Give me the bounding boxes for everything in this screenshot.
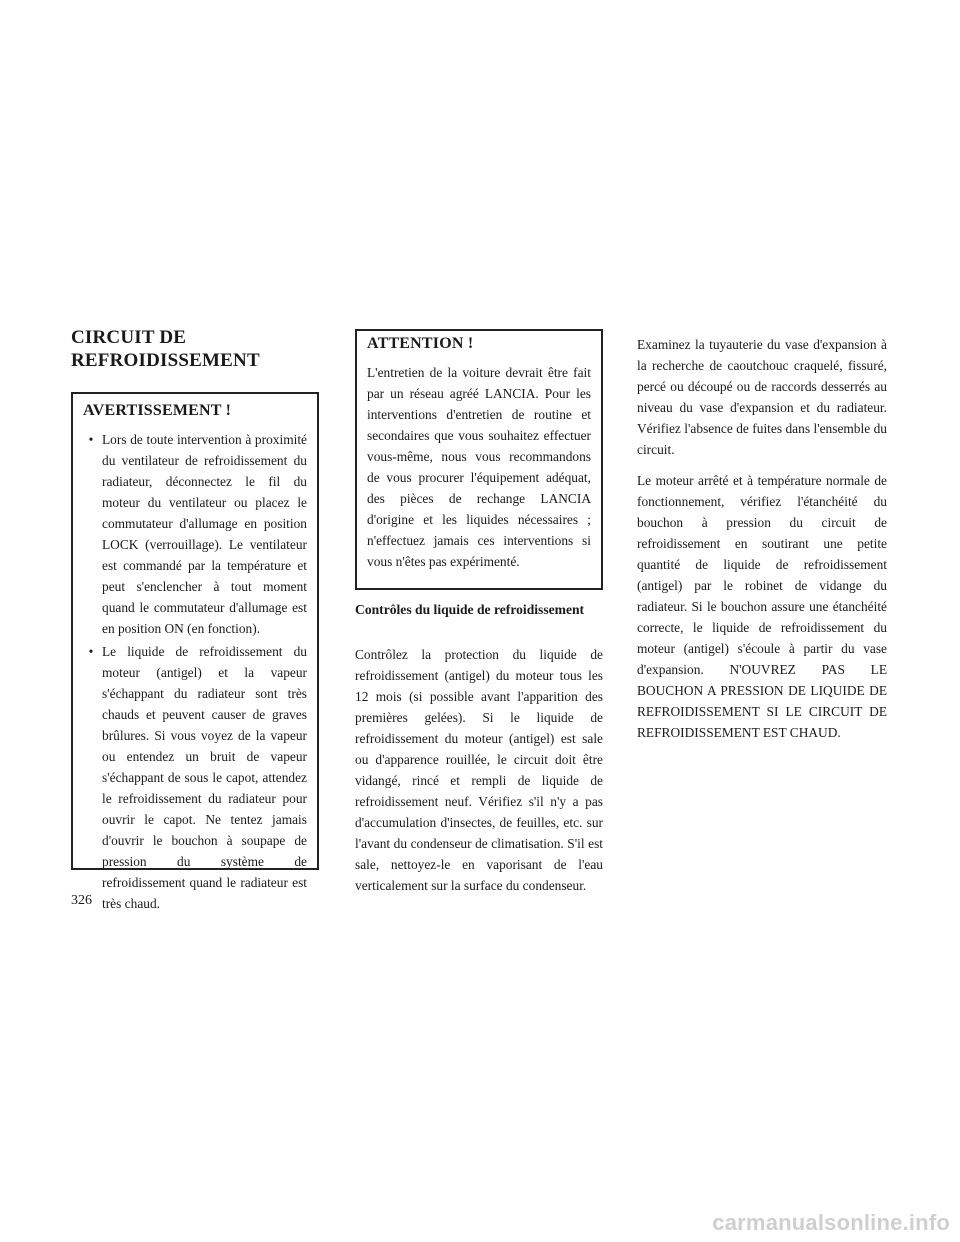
attention-text: L'entretien de la voiture devrait être fait par un réseau agréé LANCIA. Pour les interventions d'entretien de routine et secondaires que vous souhaitez effectuer vous-même, nous vous recommandons de vous procurer l'équipement adéquat, des pièces de rechange LANCIA d'origine et les liquides nécessaires ; n'effectuez jamais ces interventions si vous n'êtes pas expérimenté.	[367, 365, 591, 569]
coolant-checks-body	[355, 644, 603, 896]
coolant-checks-paragraph: Contrôlez la protection du liquide de refroidissement (antigel) du moteur tous les 12 mois (si possible avant l'apparition des premières gelées). Si le liquide de refroidissement du moteur (antigel) est sale ou d'apparence rouillée, le circuit doit être vidangé, rincé et rempli de liquide de refroidissement neuf. Vérifiez s'il n'y a pas d'accumulation d'insectes, de feuilles, etc. sur l'avant du condenseur de climatisation. S'il est sale, nettoyez-le en vaporisant de l'eau verticalement sur la surface du condenseur.	[355, 647, 603, 893]
warning-item	[83, 429, 307, 639]
watermark: carmanualsonline.info	[712, 1210, 950, 1235]
attention-title: ATTENTION !	[367, 335, 474, 352]
bullet-icon: •	[88, 432, 94, 447]
section-title: CIRCUIT DE REFROIDISSEMENT	[71, 327, 260, 371]
warning-item	[83, 641, 307, 914]
warning-title: AVERTISSEMENT !	[83, 402, 232, 419]
warning-item-text: Lors de toute intervention à proximité du ventilateur de refroidissement du radiateur, déconnectez le fil du moteur du ventilateur ou placez le commutateur d'allumage en position LOCK (verrouillage). Le ventilateur est commandé par la température et peut s'enclencher à tout moment quand le commutateur d'allumage est en position ON (en fonction).	[102, 432, 307, 636]
warning-list	[83, 429, 307, 914]
warning-item-text: Le liquide de refroidissement du moteur (antigel) et la vapeur s'échappant du radiateur sont très chauds et peuvent causer de graves brûlures. Si vous voyez de la vapeur ou entendez un bruit de vapeur s'échappant de sous le capot, attendez le refroidissement du radiateur pour ouvrir le capot. Ne tentez jamais d'ouvrir le bouchon à soupape de pression du système de refroidissement quand le radiateur est très chaud.	[102, 644, 307, 911]
page-number: 326	[71, 893, 92, 908]
coolant-checks-heading: Contrôles du liquide de refroidissement	[355, 602, 585, 617]
attention-box	[355, 329, 603, 590]
column-three-text	[637, 334, 887, 753]
paragraph-pressure-cap: Le moteur arrêté et à température normale de fonctionnement, vérifiez l'étanchéité du bouchon à pression du circuit de refroidissement en soutirant une petite quantité de liquide de refroidissement (antigel) par le robinet de vidange du radiateur. Si le bouchon assure une étanchéité correcte, le liquide de refroidissement du moteur (antigel) s'écoule à partir du vase d'expansion. N'OUVREZ PAS LE BOUCHON A PRESSION DE LIQUIDE DE REFROIDISSEMENT SI LE CIRCUIT DE REFROIDISSEMENT EST CHAUD.	[637, 473, 887, 740]
paragraph-hoses: Examinez la tuyauterie du vase d'expansion à la recherche de caoutchouc craquelé, fissuré, percé ou découpé ou de raccords desserrés au niveau du vase d'expansion et du radiateur. Vérifiez l'absence de fuites dans l'ensemble du circuit.	[637, 337, 887, 457]
bullet-icon: •	[88, 644, 94, 659]
